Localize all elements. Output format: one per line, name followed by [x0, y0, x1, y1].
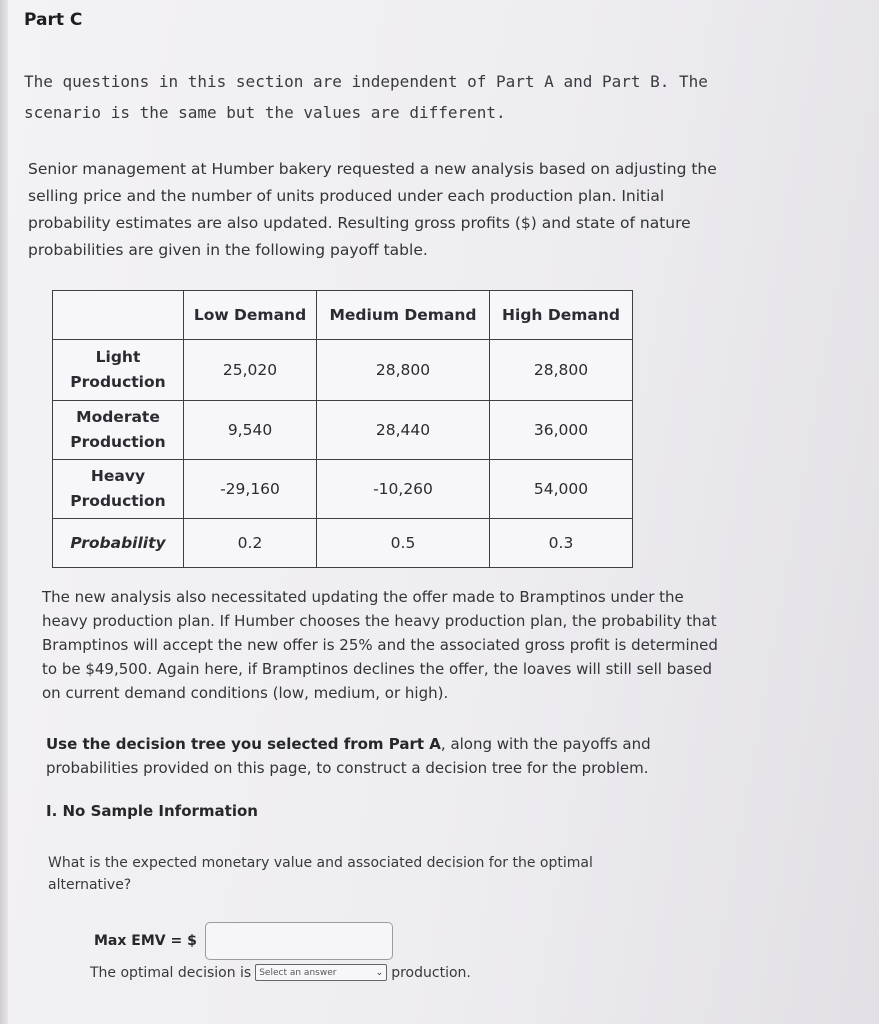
table-cell: 28,800 — [490, 340, 633, 401]
row-header-probability: Probability — [53, 519, 184, 568]
probability-cell: 0.3 — [490, 519, 633, 568]
emv-label: Max EMV = $ — [94, 933, 197, 949]
row-label-line1: Moderate — [76, 408, 160, 426]
table-cell: 28,440 — [317, 401, 490, 460]
decision-suffix: production. — [391, 964, 471, 981]
part-title: Part C — [24, 10, 83, 30]
table-corner-cell — [53, 291, 184, 340]
table-cell: -10,260 — [317, 460, 490, 519]
row-header-heavy — [53, 460, 184, 519]
decision-row — [90, 964, 471, 981]
decision-select[interactable] — [255, 964, 387, 981]
row-label-line2: Production — [70, 492, 166, 510]
select-placeholder: Select an answer — [259, 967, 337, 978]
table-cell: 9,540 — [184, 401, 317, 460]
probability-row — [53, 519, 633, 568]
emv-row — [94, 922, 393, 960]
question-text: What is the expected monetary value and associated decision for the optimal alternative? — [48, 855, 593, 893]
offer-paragraph: The new analysis also necessitated updating the offer made to Bramptinos under the heavy production plan. If Humber chooses the heavy production plan, the probability that Bramptinos will accept the new offer is 25% and the associated gross profit is determined to be $49,500. Again here, if Bramptinos declines the offer, the loaves will still sell based on current demand conditions (low, medium, or high). — [42, 588, 718, 702]
table-row — [53, 460, 633, 519]
col-header-medium: Medium Demand — [317, 291, 490, 340]
col-header-low: Low Demand — [184, 291, 317, 340]
table-row — [53, 401, 633, 460]
intro-note: The questions in this section are independent of Part A and Part B. The scenario is the same but the values are different. — [24, 72, 708, 122]
table-cell: -29,160 — [184, 460, 317, 519]
row-label-line1: Light — [95, 348, 141, 366]
row-label-line1: Heavy — [90, 467, 146, 485]
emv-input[interactable] — [205, 922, 393, 960]
instructions-rest: , along with the payoffs and probabilities provided on this page, to construct a decision tree for the problem. — [46, 735, 651, 777]
row-header-moderate — [53, 401, 184, 460]
table-cell: 36,000 — [490, 401, 633, 460]
intro-paragraph: Senior management at Humber bakery requested a new analysis based on adjusting the selling price and the number of units produced under each production plan. Initial probability estimates are also updated. Resulting gross profits ($) and state of nature probabilities are given in the following payoff table. — [28, 160, 717, 259]
decision-prefix: The optimal decision is — [90, 964, 252, 981]
row-label-line2: Production — [70, 373, 166, 391]
payoff-table — [52, 290, 633, 568]
section-heading: I. No Sample Information — [46, 802, 258, 820]
table-cell: 25,020 — [184, 340, 317, 401]
probability-cell: 0.2 — [184, 519, 317, 568]
instructions-bold: Use the decision tree you selected from Part A — [46, 735, 441, 753]
chevron-down-icon: ⌄ — [375, 967, 384, 978]
probability-cell: 0.5 — [317, 519, 490, 568]
monitor-bezel — [0, 0, 8, 1024]
row-header-light — [53, 340, 184, 401]
table-row — [53, 340, 633, 401]
table-cell: 54,000 — [490, 460, 633, 519]
table-cell: 28,800 — [317, 340, 490, 401]
row-label-line2: Production — [70, 433, 166, 451]
instructions — [46, 732, 706, 780]
table-header-row — [53, 291, 633, 340]
col-header-high: High Demand — [490, 291, 633, 340]
